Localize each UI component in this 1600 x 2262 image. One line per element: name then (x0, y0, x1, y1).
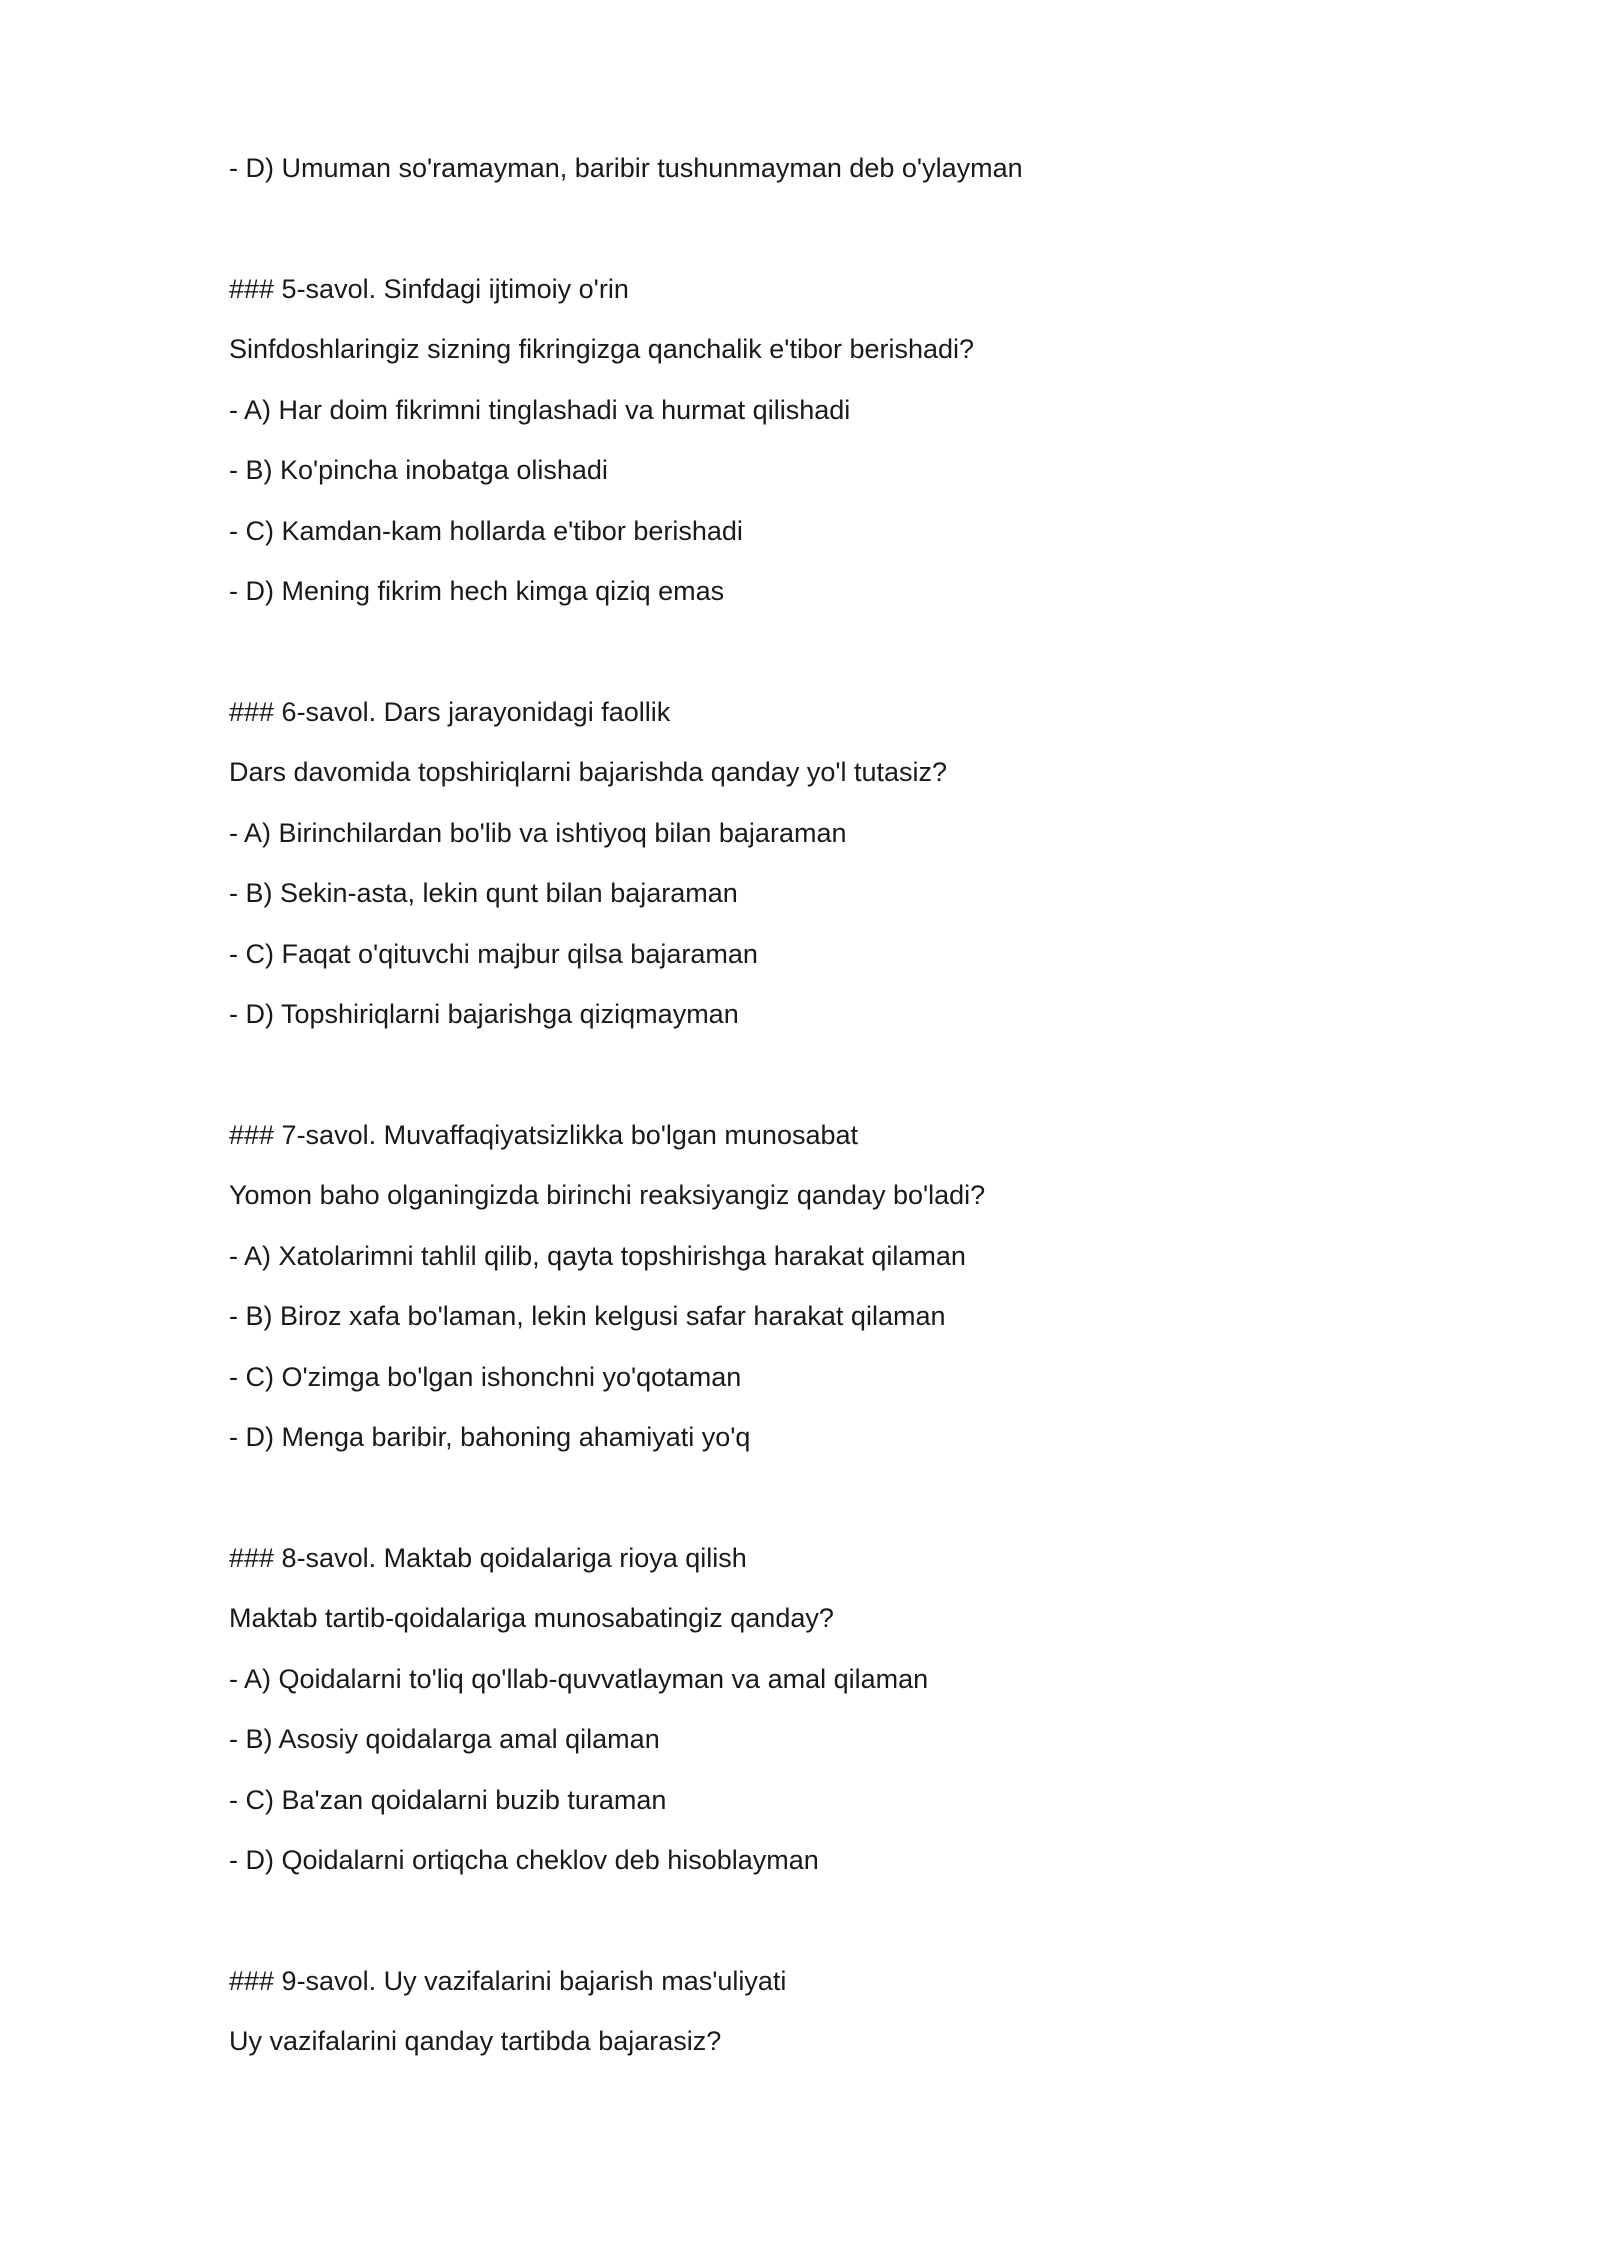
question-block-8 (229, 1540, 1429, 1879)
question-prompt: Sinfdoshlaringiz sizning fikringizga qanchalik e'tibor berishadi? (229, 334, 975, 364)
answer-option-b: - B) Ko'pincha inobatga olishadi (229, 455, 608, 485)
block-spacer (229, 1480, 1429, 1540)
question-block-7 (229, 1117, 1429, 1456)
block-spacer (229, 634, 1429, 694)
question-block-5 (229, 271, 1429, 610)
question-prompt: Maktab tartib-qoidalariga munosabatingiz qanday? (229, 1603, 834, 1633)
document-page (229, 150, 1429, 2084)
question-heading: ### 6-savol. Dars jarayonidagi faollik (229, 696, 671, 727)
question-heading: ### 5-savol. Sinfdagi ijtimoiy o'rin (229, 273, 629, 304)
carryover-option: - D) Umuman so'ramayman, baribir tushunmayman deb o'ylayman (229, 153, 1023, 183)
block-spacer (229, 1057, 1429, 1117)
answer-option-c: - C) Ba'zan qoidalarni buzib turaman (229, 1784, 667, 1815)
question-heading: ### 9-savol. Uy vazifalarini bajarish mas'uliyati (229, 1965, 787, 1996)
answer-option-b: - B) Biroz xafa bo'laman, lekin kelgusi safar harakat qilaman (229, 1301, 946, 1331)
answer-option-a: - A) Birinchilardan bo'lib va ishtiyoq bilan bajaraman (229, 817, 847, 848)
answer-option-d: - D) Menga baribir, bahoning ahamiyati yo'q (229, 1422, 751, 1452)
question-heading: ### 8-savol. Maktab qoidalariga rioya qilish (229, 1542, 747, 1573)
answer-option-b: - B) Asosiy qoidalarga amal qilaman (229, 1724, 660, 1754)
answer-option-a: - A) Har doim fikrimni tinglashadi va hurmat qilishadi (229, 394, 851, 425)
question-prompt: Yomon baho olganingizda birinchi reaksiyangiz qanday bo'ladi? (229, 1180, 986, 1210)
question-prompt: Uy vazifalarini qanday tartibda bajarasiz? (229, 2026, 722, 2056)
question-heading: ### 7-savol. Muvaffaqiyatsizlikka bo'lgan munosabat (229, 1119, 859, 1150)
answer-option-a: - A) Xatolarimni tahlil qilib, qayta topshirishga harakat qilaman (229, 1240, 966, 1271)
block-spacer (229, 1903, 1429, 1963)
question-block-6 (229, 694, 1429, 1033)
block-spacer (229, 211, 1429, 271)
answer-option-d: - D) Mening fikrim hech kimga qiziq emas (229, 576, 725, 606)
answer-option-c: - C) Kamdan-kam hollarda e'tibor berishadi (229, 515, 743, 546)
answer-option-b: - B) Sekin-asta, lekin qunt bilan bajaraman (229, 878, 738, 908)
question-prompt: Dars davomida topshiriqlarni bajarishda qanday yo'l tutasiz? (229, 757, 948, 787)
answer-option-c: - C) O'zimga bo'lgan ishonchni yo'qotaman (229, 1361, 742, 1392)
answer-option-c: - C) Faqat o'qituvchi majbur qilsa bajaraman (229, 938, 758, 969)
answer-option-d: - D) Qoidalarni ortiqcha cheklov deb hisoblayman (229, 1845, 819, 1875)
answer-option-a: - A) Qoidalarni to'liq qo'llab-quvvatlayman va amal qilaman (229, 1663, 929, 1694)
answer-option-d: - D) Topshiriqlarni bajarishga qiziqmayman (229, 999, 739, 1029)
question-block-9 (229, 1963, 1429, 2060)
